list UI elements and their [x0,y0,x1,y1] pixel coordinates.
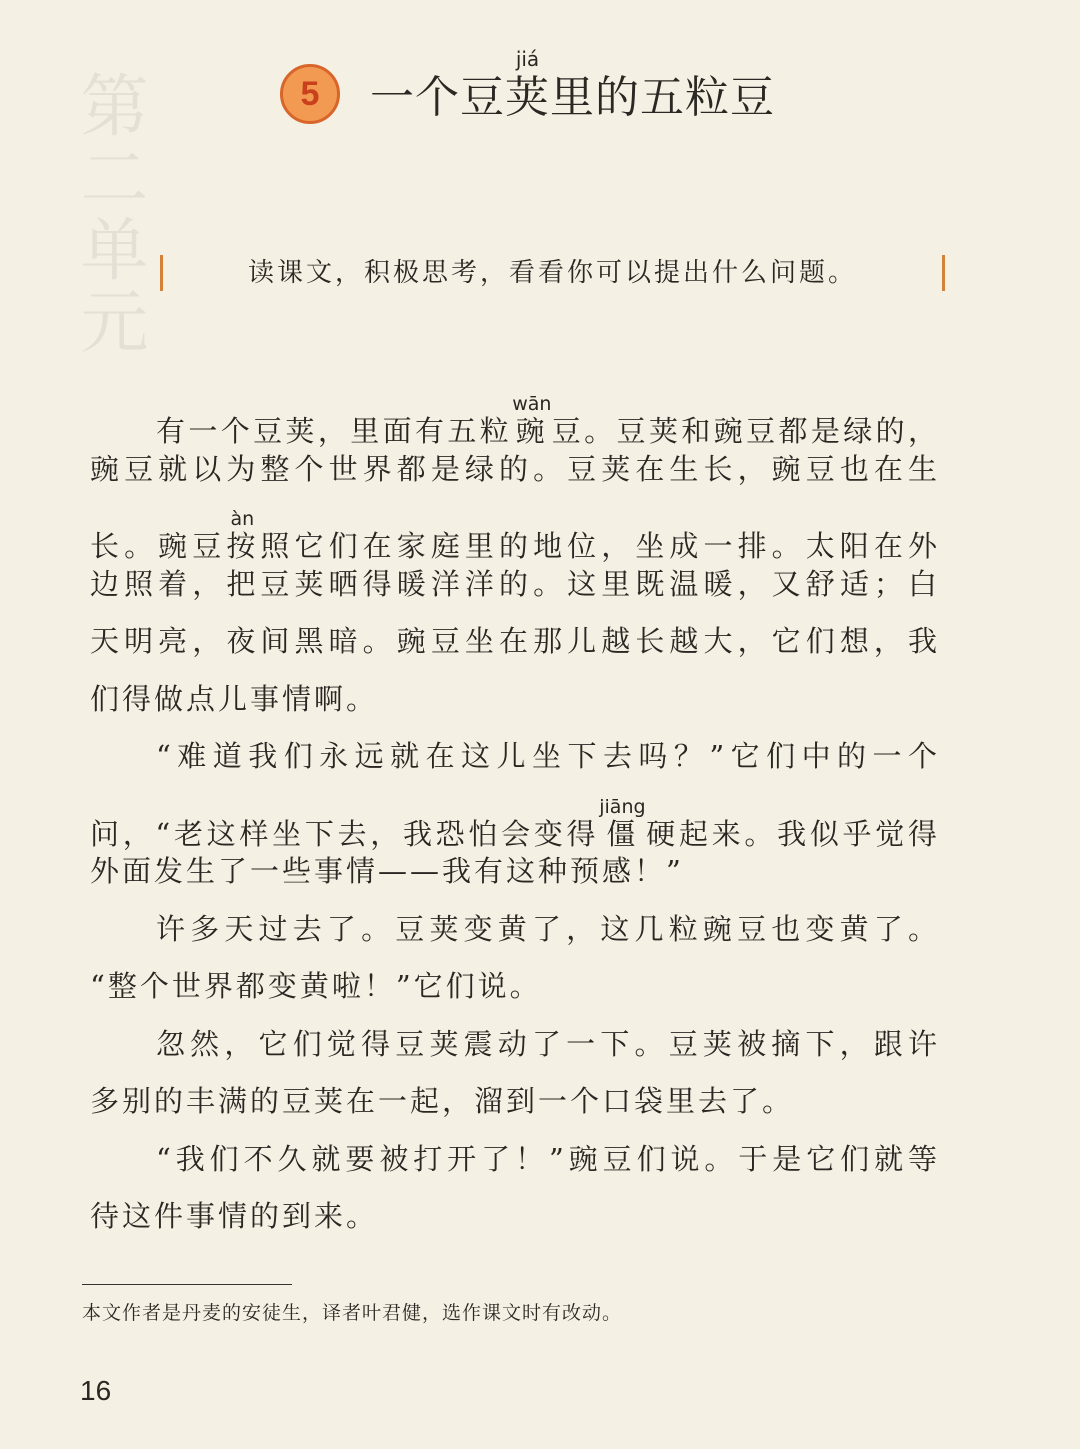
line-text: 硬起来。我似乎觉得 [645,816,940,851]
prompt-bar-right [942,255,945,291]
footnote-divider [82,1284,292,1285]
line-text: 们得做点儿事情啊。 [90,681,379,716]
line-text: “整个世界都变黄啦！”它们说。 [90,969,542,1003]
text-line [90,372,940,448]
line-text: 照它们在家庭里的地位，坐成一排。太阳在外 [258,529,940,563]
ruby-annotation [512,394,551,448]
line-text: 天明亮，夜间黑暗。豌豆坐在那儿越长越大，它们想，我 [90,624,940,658]
pinyin: wān [512,393,552,415]
lesson-header [280,48,775,126]
ruby-char: 按 [226,529,259,563]
line-text: “我们不久就要被打开了！”豌豆们说。于是它们就等 [156,1141,940,1176]
title-ruby [505,48,550,126]
text-line [90,1120,940,1178]
page-number: 16 [80,1375,112,1406]
prompt-bar-left [160,255,163,291]
line-text: 待这件事情的到来。 [90,1199,379,1233]
text-line [90,775,940,851]
ruby-char: 荚 [505,72,550,123]
reading-prompt [160,255,945,291]
pinyin: jiá [515,47,540,71]
text-line [90,660,940,718]
line-text: 有一个豆荚，里面有五粒 [156,414,513,448]
line-text: 边照着，把豆荚晒得暖洋洋的。这里既温暖，又舒适；白 [90,566,940,601]
pinyin: jiāng [599,795,646,818]
pinyin: àn [230,508,255,530]
line-text: 问，“老这样坐下去，我恐怕会变得 [90,816,600,851]
line-text: 外面发生了一些事情——我有这种预感！” [90,854,684,888]
text-line [90,1177,940,1235]
text-line [90,717,940,775]
title-text: 一个豆 [370,72,505,123]
title-text: 里的五粒豆 [550,72,775,123]
prompt-text: 读课文，积极思考，看看你可以提出什么问题。 [248,258,858,288]
text-line [90,602,940,660]
ruby-annotation [226,509,258,563]
ruby-char: 僵 [606,816,639,851]
lesson-body [90,372,940,1235]
text-line [90,1005,940,1063]
line-text: 多别的丰满的豆荚在一起，溜到一个口袋里去了。 [90,1084,795,1118]
lesson-number-badge: 5 [280,64,340,124]
line-text: 长。豌豆 [90,529,227,563]
text-line [90,1062,940,1120]
line-text: 豌豆就以为整个世界都是绿的。豆荚在生长，豌豆也在生 [90,451,940,486]
ruby-char: 豌 [515,414,548,448]
ruby-annotation [599,797,645,851]
footnote: 本文作者是丹麦的安徒生，译者叶君健，选作课文时有改动。 [82,1302,623,1324]
text-line [90,947,940,1005]
text-line [90,890,940,948]
text-line [90,487,940,563]
line-text: “难道我们永远就在这儿坐下去吗？”它们中的一个 [156,739,940,773]
unit-watermark: 第二单元 [69,70,148,358]
line-text: 忽然，它们觉得豆荚震动了一下。豆荚被摘下，跟许 [156,1026,940,1061]
line-text: 许多天过去了。豆荚变黄了，这几粒豌豆也变黄了。 [156,911,940,946]
lesson-title [370,48,775,126]
line-text: 豆。豆荚和豌豆都是绿的， [551,414,940,448]
